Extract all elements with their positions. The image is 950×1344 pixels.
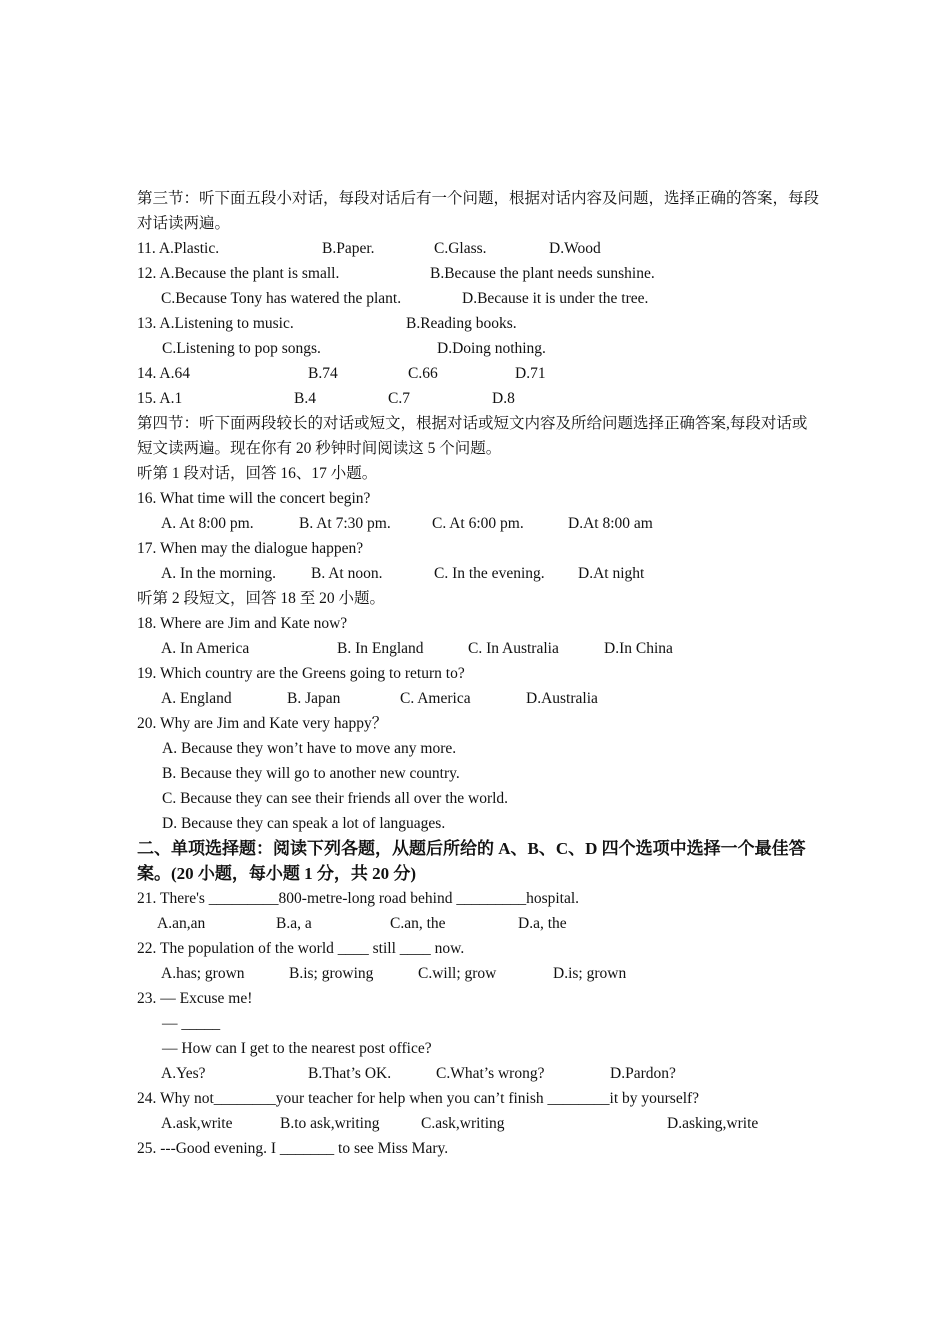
q14-option-b: B.74 [308, 365, 338, 382]
q19-options [137, 686, 822, 711]
q13-option-a: 13. A.Listening to music. [137, 315, 294, 332]
q12-option-a: 12. A.Because the plant is small. [137, 265, 340, 282]
q11-option-c: C.Glass. [434, 240, 487, 257]
q13-option-b: B.Reading books. [406, 315, 517, 332]
q19-option-b: B. Japan [287, 690, 341, 707]
q24-option-c: C.ask,writing [421, 1115, 505, 1132]
q21-option-b: B.a, a [276, 915, 312, 932]
q16-option-d: D.At 8:00 am [568, 515, 653, 532]
q18-option-d: D.In China [604, 640, 673, 657]
q21-options [137, 911, 822, 936]
q18-option-c: C. In Australia [468, 640, 559, 657]
exam-content [137, 186, 822, 1161]
q23-stem: 23. — Excuse me! [137, 990, 253, 1007]
q12-option-c: C.Because Tony has watered the plant. [161, 290, 402, 307]
q17-option-c: C. In the evening. [434, 565, 545, 582]
q20-option-d: D. Because they can speak a lot of languages. [162, 815, 446, 832]
q14-option-c: C.66 [408, 365, 438, 382]
q22-stem: 22. The population of the world ____ still ____ now. [137, 940, 465, 957]
q18-option-a: A. In America [161, 640, 250, 657]
section4-part2-instruction: 听第 2 段短文，回答 18 至 20 小题。 [137, 590, 386, 607]
q20-option-c: C. Because they can see their friends all over the world. [162, 790, 509, 807]
question-15 [137, 386, 822, 411]
question-14 [137, 361, 822, 386]
q13-option-d: D.Doing nothing. [437, 340, 546, 357]
q23-option-d: D.Pardon? [610, 1065, 676, 1082]
q24-stem: 24. Why not________your teacher for help when you can’t finish ________it by yourself? [137, 1090, 700, 1107]
q20-option-b: B. Because they will go to another new country. [162, 765, 460, 782]
q22-option-c: C.will; grow [418, 965, 497, 982]
q15-option-c: C.7 [388, 390, 410, 407]
q24-options [137, 1111, 822, 1136]
q22-option-b: B.is; growing [289, 965, 374, 982]
section4-intro: 第四节：听下面两段较长的对话或短文，根据对话或短文内容及所给问题选择正确答案,每段对话或短文读两遍。现在你有 20 秒钟时间阅读这 5 个问题。 [137, 415, 808, 457]
q17-option-d: D.At night [578, 565, 645, 582]
q17-stem: 17. When may the dialogue happen? [137, 540, 364, 557]
q20-stem: 20. Why are Jim and Kate very happy？ [137, 715, 388, 732]
q19-option-a: A. England [161, 690, 232, 707]
q16-option-c: C. At 6:00 pm. [432, 515, 524, 532]
q14-option-a: 14. A.64 [137, 365, 190, 382]
q24-option-b: B.to ask,writing [280, 1115, 380, 1132]
q16-option-a: A. At 8:00 pm. [161, 515, 254, 532]
section3-intro: 第三节：听下面五段小对话，每段对话后有一个问题，根据对话内容及问题，选择正确的答案，每段对话读两遍。 [137, 190, 820, 232]
q17-option-b: B. At noon. [311, 565, 383, 582]
q15-option-d: D.8 [492, 390, 515, 407]
q19-option-d: D.Australia [526, 690, 598, 707]
q18-option-b: B. In England [337, 640, 424, 657]
question-12-cont [137, 286, 822, 311]
q19-stem: 19. Which country are the Greens going to return to? [137, 665, 465, 682]
q18-options [137, 636, 822, 661]
q16-option-b: B. At 7:30 pm. [299, 515, 391, 532]
q22-option-d: D.is; grown [553, 965, 627, 982]
q18-stem: 18. Where are Jim and Kate now? [137, 615, 348, 632]
q24-option-d: D.asking,write [667, 1115, 759, 1132]
q23-option-a: A.Yes? [161, 1065, 206, 1082]
q16-stem: 16. What time will the concert begin? [137, 490, 371, 507]
q21-stem: 21. There's _________800-metre-long road behind _________hospital. [137, 890, 580, 907]
question-11 [137, 236, 822, 261]
part2-title: 二、单项选择题：阅读下列各题，从题后所给的 A、B、C、D 四个选项中选择一个最佳答案。(20 小题，每小题 1 分，共 20 分) [137, 839, 806, 883]
q15-option-a: 15. A.1 [137, 390, 183, 407]
q23-options [137, 1061, 822, 1086]
q22-options [137, 961, 822, 986]
q25-stem: 25. ---Good evening. I _______ to see Miss Mary. [137, 1140, 449, 1157]
q11-option-d: D.Wood [549, 240, 601, 257]
q16-options [137, 511, 822, 536]
q19-option-c: C. America [400, 690, 471, 707]
q15-option-b: B.4 [294, 390, 316, 407]
question-13 [137, 311, 822, 336]
q14-option-d: D.71 [515, 365, 546, 382]
q22-option-a: A.has; grown [161, 965, 245, 982]
q20-option-a: A. Because they won’t have to move any more. [162, 740, 457, 757]
section4-part1-instruction: 听第 1 段对话，回答 16、17 小题。 [137, 465, 378, 482]
q23-option-c: C.What’s wrong? [436, 1065, 545, 1082]
q13-option-c: C.Listening to pop songs. [162, 340, 321, 357]
q23-option-b: B.That’s OK. [308, 1065, 392, 1082]
q11-option-b: B.Paper. [322, 240, 375, 257]
q12-option-d: D.Because it is under the tree. [462, 290, 649, 307]
q21-option-d: D.a, the [518, 915, 567, 932]
q21-option-c: C.an, the [390, 915, 446, 932]
question-12 [137, 261, 822, 286]
question-13-cont [137, 336, 822, 361]
q11-option-a: 11. A.Plastic. [137, 240, 220, 257]
q17-option-a: A. In the morning. [161, 565, 276, 582]
q24-option-a: A.ask,write [161, 1115, 233, 1132]
q23-dialogue-line2: — _____ [162, 1015, 221, 1032]
q23-dialogue-line3: — How can I get to the nearest post office? [162, 1040, 432, 1057]
q21-option-a: A.an,an [157, 915, 206, 932]
q17-options [137, 561, 822, 586]
q12-option-b: B.Because the plant needs sunshine. [430, 265, 655, 282]
